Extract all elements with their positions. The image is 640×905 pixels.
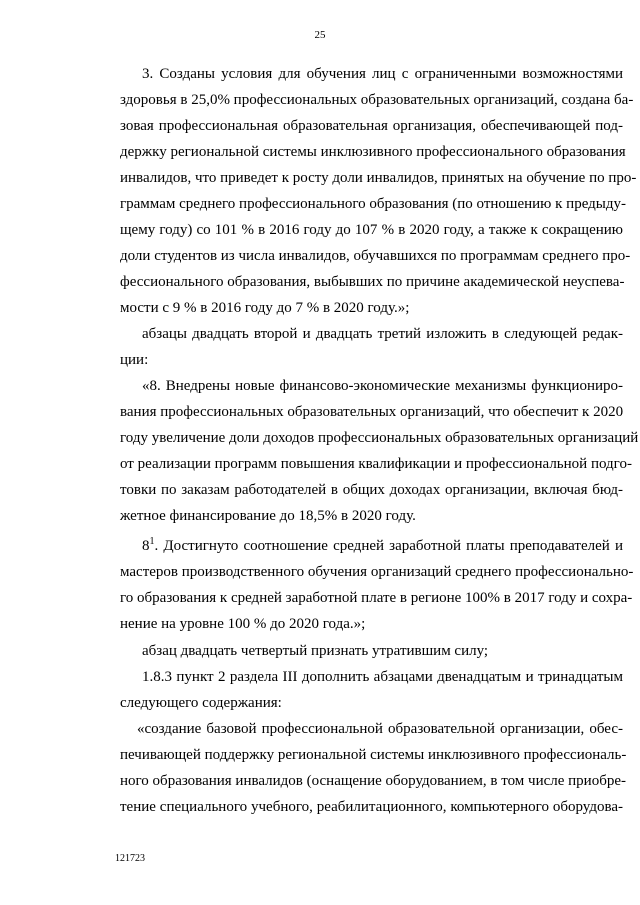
text-line: тение специального учебного, реабилитационного, компьютерного оборудова- [120, 799, 623, 815]
text-line: следующего содержания: [120, 695, 282, 711]
text-line: 1.8.3 пункт 2 раздела III дополнить абзацами двенадцатым и тринадцатым [142, 669, 623, 685]
text-line: абзац двадцать четвертый признать утратившим силу; [142, 643, 489, 659]
text-line: «8. Внедрены новые финансово-экономические механизмы функциониро- [142, 378, 623, 394]
item-superscript: 1 [149, 536, 155, 547]
text-line: го образования к средней заработной плате в регионе 100% в 2017 году и сохра- [120, 590, 633, 606]
text-line: нение на уровне 100 % до 2020 года.»; [120, 616, 366, 632]
text-line: 3. Созданы условия для обучения лиц с ограниченными возможностями [142, 66, 623, 82]
item-text: . Достигнуто соотношение средней заработной платы преподавателей и [154, 538, 623, 554]
text-line: «создание базовой профессиональной образовательной организации, обес- [137, 721, 623, 737]
text-line: абзацы двадцать второй и двадцать третий изложить в следующей редак- [142, 326, 623, 342]
text-line: ного образования инвалидов (оснащение оборудованием, в том числе приобре- [120, 773, 626, 789]
text-line: товки по заказам работодателей в общих доходах организации, включая бюд- [120, 482, 623, 498]
text-line: инвалидов, что приведет к росту доли инвалидов, принятых на обучение по про- [120, 170, 637, 186]
text-line: году увеличение доли доходов профессиональных образовательных организаций [120, 430, 639, 446]
item-number: 8 [142, 538, 150, 554]
page-number: 25 [314, 29, 326, 41]
text-line: граммам среднего профессионального образования (по отношению к предыду- [120, 196, 626, 212]
text-line: жетное финансирование до 18,5% в 2020 году. [120, 508, 416, 524]
text-line: держку региональной системы инклюзивного профессионального образования [120, 144, 626, 160]
text-line [142, 536, 623, 556]
text-line: печивающей поддержку региональной системы инклюзивного профессиональ- [120, 747, 627, 763]
document-code: 121723 [115, 853, 145, 864]
text-line: щему году) со 101 % в 2016 году до 107 % в 2020 году, а также к сокращению [120, 222, 623, 238]
text-line: от реализации программ повышения квалификации и профессиональной подго- [120, 456, 632, 472]
text-line: ции: [120, 352, 149, 368]
text-line: вания профессиональных образовательных организаций, что обеспечит к 2020 [120, 404, 624, 420]
text-line: зовая профессиональная образовательная организация, обеспечивающей под- [120, 118, 623, 134]
text-line: доли студентов из числа инвалидов, обучавшихся по программам среднего про- [120, 248, 631, 264]
text-line: мастеров производственного обучения организаций среднего профессионально- [120, 564, 634, 580]
text-line: фессионального образования, выбывших по причине академической неуспева- [120, 274, 625, 290]
text-line: мости с 9 % в 2016 году до 7 % в 2020 году.»; [120, 300, 410, 316]
text-line: здоровья в 25,0% профессиональных образовательных организаций, создана ба- [120, 92, 634, 108]
